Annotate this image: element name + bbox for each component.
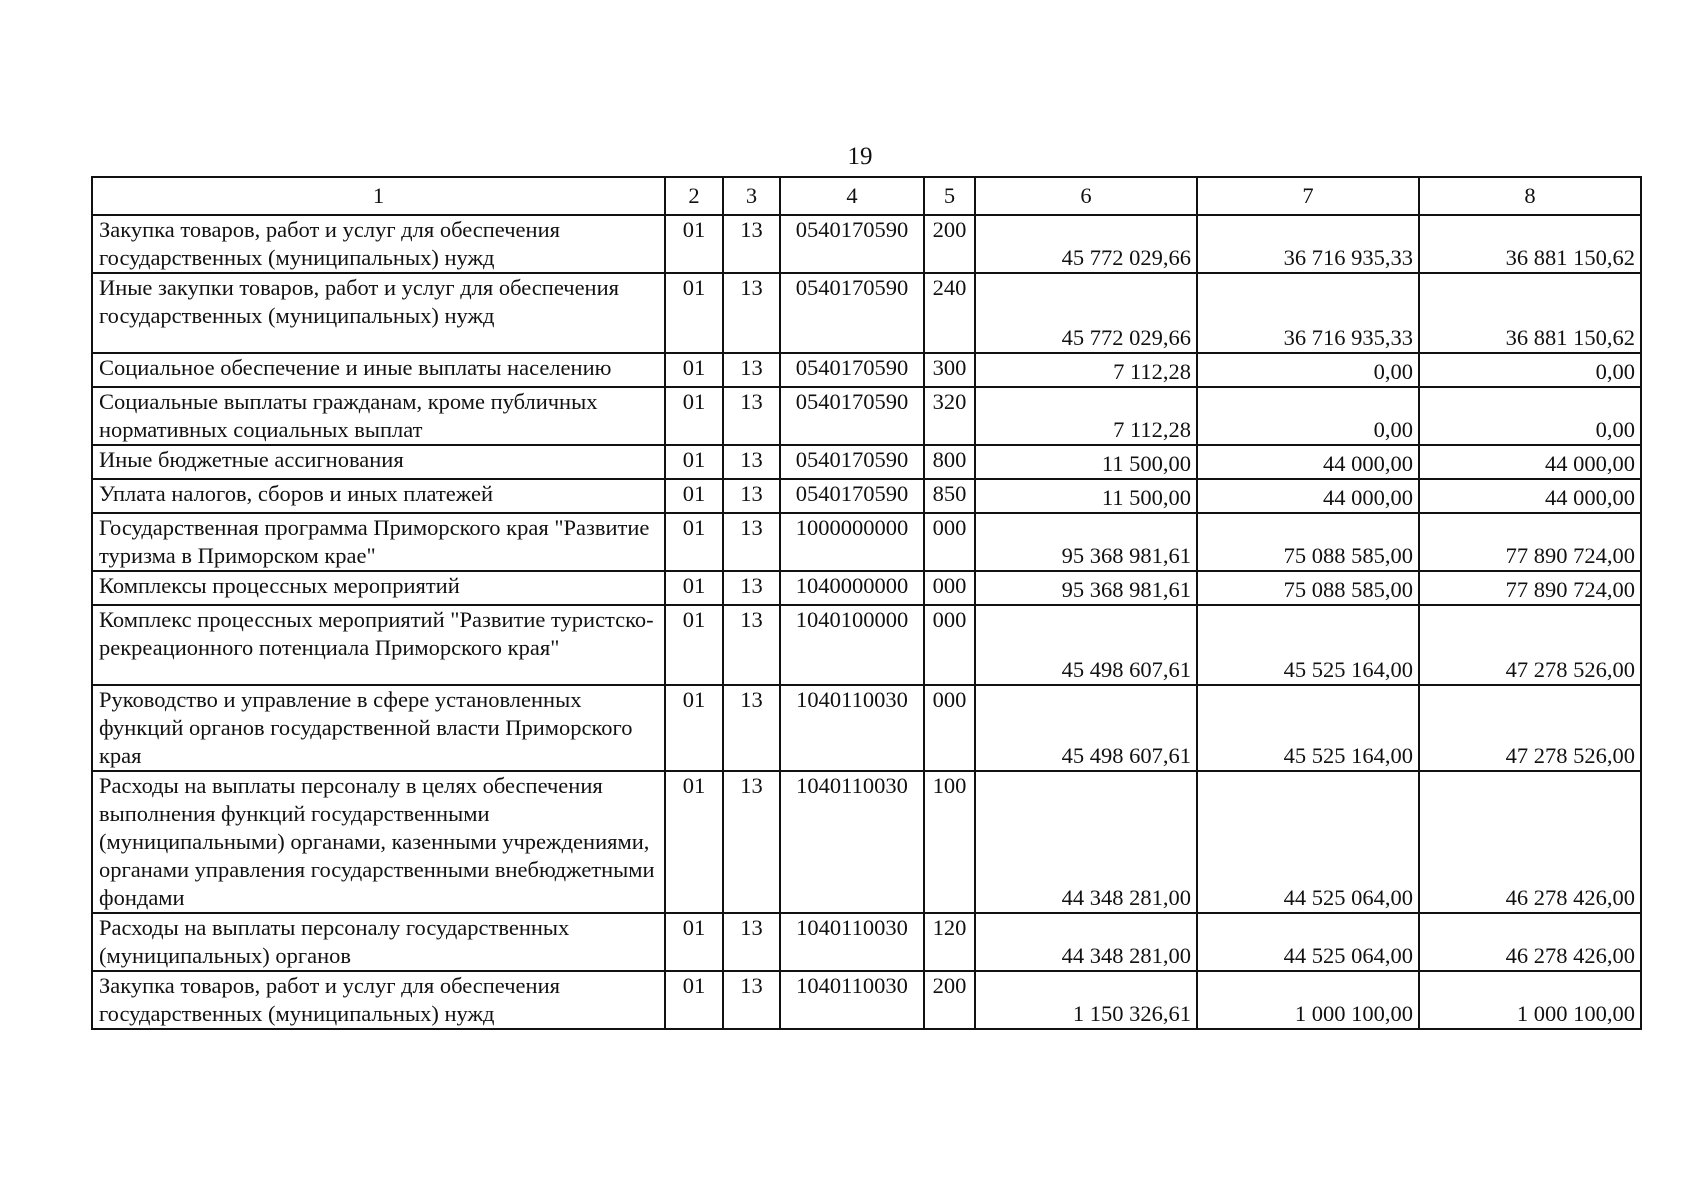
amount-col6-cell: 95 368 981,61 [975, 513, 1197, 571]
amount-col7-cell: 36 716 935,33 [1197, 273, 1419, 353]
amount-col7-cell: 36 716 935,33 [1197, 215, 1419, 273]
target-article-cell: 0540170590 [780, 273, 924, 353]
column-header: 3 [723, 177, 780, 215]
amount-col8-cell: 36 881 150,62 [1419, 215, 1641, 273]
amount-col6-cell: 45 498 607,61 [975, 605, 1197, 685]
target-article-cell: 0540170590 [780, 479, 924, 513]
amount-col8-cell: 44 000,00 [1419, 479, 1641, 513]
expense-type-cell: 850 [924, 479, 975, 513]
row-name-cell: Уплата налогов, сборов и иных платежей [92, 479, 665, 513]
table-row [92, 605, 1641, 685]
section-code-cell: 01 [665, 605, 723, 685]
amount-col8-cell: 1 000 100,00 [1419, 971, 1641, 1029]
target-article-cell: 1000000000 [780, 513, 924, 571]
subsection-code-cell: 13 [723, 273, 780, 353]
subsection-code-cell: 13 [723, 387, 780, 445]
row-name-cell: Закупка товаров, работ и услуг для обеспечения государственных (муниципальных) нужд [92, 215, 665, 273]
target-article-cell: 1040110030 [780, 685, 924, 771]
amount-col8-cell: 47 278 526,00 [1419, 605, 1641, 685]
amount-col8-cell: 47 278 526,00 [1419, 685, 1641, 771]
column-header: 1 [92, 177, 665, 215]
row-name-cell: Расходы на выплаты персоналу в целях обеспечения выполнения функций государственными (муниципальными) органами, казенными учреждениями, органами управления государственными внебюджетными фондами [92, 771, 665, 913]
subsection-code-cell: 13 [723, 479, 780, 513]
amount-col6-cell: 44 348 281,00 [975, 913, 1197, 971]
expense-type-cell: 300 [924, 353, 975, 387]
section-code-cell: 01 [665, 215, 723, 273]
table-row [92, 445, 1641, 479]
subsection-code-cell: 13 [723, 513, 780, 571]
amount-col8-cell: 77 890 724,00 [1419, 513, 1641, 571]
expense-type-cell: 000 [924, 571, 975, 605]
expense-type-cell: 120 [924, 913, 975, 971]
target-article-cell: 1040110030 [780, 913, 924, 971]
section-code-cell: 01 [665, 479, 723, 513]
subsection-code-cell: 13 [723, 971, 780, 1029]
section-code-cell: 01 [665, 513, 723, 571]
table-row [92, 479, 1641, 513]
row-name-cell: Иные закупки товаров, работ и услуг для обеспечения государственных (муниципальных) нужд [92, 273, 665, 353]
table-row [92, 685, 1641, 771]
header-row [92, 177, 1641, 215]
column-header: 5 [924, 177, 975, 215]
amount-col6-cell: 7 112,28 [975, 387, 1197, 445]
expense-type-cell: 800 [924, 445, 975, 479]
section-code-cell: 01 [665, 273, 723, 353]
amount-col7-cell: 44 525 064,00 [1197, 913, 1419, 971]
expense-type-cell: 200 [924, 971, 975, 1029]
amount-col6-cell: 11 500,00 [975, 479, 1197, 513]
expense-type-cell: 000 [924, 513, 975, 571]
amount-col7-cell: 75 088 585,00 [1197, 513, 1419, 571]
amount-col7-cell: 44 000,00 [1197, 479, 1419, 513]
table-row [92, 513, 1641, 571]
row-name-cell: Расходы на выплаты персоналу государственных (муниципальных) органов [92, 913, 665, 971]
subsection-code-cell: 13 [723, 685, 780, 771]
column-header: 8 [1419, 177, 1641, 215]
target-article-cell: 1040000000 [780, 571, 924, 605]
amount-col6-cell: 44 348 281,00 [975, 771, 1197, 913]
expense-type-cell: 000 [924, 605, 975, 685]
column-header: 7 [1197, 177, 1419, 215]
section-code-cell: 01 [665, 771, 723, 913]
section-code-cell: 01 [665, 571, 723, 605]
table-row [92, 273, 1641, 353]
expense-type-cell: 320 [924, 387, 975, 445]
target-article-cell: 0540170590 [780, 445, 924, 479]
target-article-cell: 1040110030 [780, 771, 924, 913]
row-name-cell: Комплекс процессных мероприятий "Развитие туристско-рекреационного потенциала Приморского края" [92, 605, 665, 685]
section-code-cell: 01 [665, 387, 723, 445]
amount-col6-cell: 45 772 029,66 [975, 215, 1197, 273]
amount-col7-cell: 45 525 164,00 [1197, 605, 1419, 685]
amount-col7-cell: 75 088 585,00 [1197, 571, 1419, 605]
expense-type-cell: 240 [924, 273, 975, 353]
row-name-cell: Комплексы процессных мероприятий [92, 571, 665, 605]
row-name-cell: Социальное обеспечение и иные выплаты населению [92, 353, 665, 387]
subsection-code-cell: 13 [723, 215, 780, 273]
table-row [92, 971, 1641, 1029]
row-name-cell: Государственная программа Приморского края "Развитие туризма в Приморском крае" [92, 513, 665, 571]
page-number: 19 [847, 143, 873, 170]
amount-col8-cell: 0,00 [1419, 353, 1641, 387]
expense-type-cell: 100 [924, 771, 975, 913]
column-header: 2 [665, 177, 723, 215]
target-article-cell: 0540170590 [780, 215, 924, 273]
table-row [92, 215, 1641, 273]
column-header: 4 [780, 177, 924, 215]
expense-type-cell: 200 [924, 215, 975, 273]
target-article-cell: 0540170590 [780, 387, 924, 445]
row-name-cell: Иные бюджетные ассигнования [92, 445, 665, 479]
subsection-code-cell: 13 [723, 445, 780, 479]
row-name-cell: Социальные выплаты гражданам, кроме публичных нормативных социальных выплат [92, 387, 665, 445]
amount-col7-cell: 0,00 [1197, 387, 1419, 445]
target-article-cell: 0540170590 [780, 353, 924, 387]
amount-col8-cell: 0,00 [1419, 387, 1641, 445]
subsection-code-cell: 13 [723, 571, 780, 605]
amount-col6-cell: 1 150 326,61 [975, 971, 1197, 1029]
amount-col6-cell: 95 368 981,61 [975, 571, 1197, 605]
amount-col7-cell: 45 525 164,00 [1197, 685, 1419, 771]
amount-col7-cell: 0,00 [1197, 353, 1419, 387]
amount-col6-cell: 7 112,28 [975, 353, 1197, 387]
amount-col7-cell: 44 000,00 [1197, 445, 1419, 479]
section-code-cell: 01 [665, 913, 723, 971]
amount-col8-cell: 46 278 426,00 [1419, 913, 1641, 971]
amount-col7-cell: 44 525 064,00 [1197, 771, 1419, 913]
expense-type-cell: 000 [924, 685, 975, 771]
budget-table [91, 176, 1642, 1030]
amount-col7-cell: 1 000 100,00 [1197, 971, 1419, 1029]
section-code-cell: 01 [665, 353, 723, 387]
amount-col8-cell: 36 881 150,62 [1419, 273, 1641, 353]
section-code-cell: 01 [665, 445, 723, 479]
amount-col6-cell: 45 772 029,66 [975, 273, 1197, 353]
amount-col6-cell: 45 498 607,61 [975, 685, 1197, 771]
amount-col8-cell: 44 000,00 [1419, 445, 1641, 479]
subsection-code-cell: 13 [723, 605, 780, 685]
table-row [92, 571, 1641, 605]
table-row [92, 771, 1641, 913]
amount-col8-cell: 46 278 426,00 [1419, 771, 1641, 913]
target-article-cell: 1040110030 [780, 971, 924, 1029]
amount-col6-cell: 11 500,00 [975, 445, 1197, 479]
subsection-code-cell: 13 [723, 913, 780, 971]
section-code-cell: 01 [665, 685, 723, 771]
table-row [92, 387, 1641, 445]
target-article-cell: 1040100000 [780, 605, 924, 685]
table-row [92, 353, 1641, 387]
row-name-cell: Закупка товаров, работ и услуг для обеспечения государственных (муниципальных) нужд [92, 971, 665, 1029]
subsection-code-cell: 13 [723, 353, 780, 387]
row-name-cell: Руководство и управление в сфере установленных функций органов государственной власти Приморского края [92, 685, 665, 771]
subsection-code-cell: 13 [723, 771, 780, 913]
amount-col8-cell: 77 890 724,00 [1419, 571, 1641, 605]
section-code-cell: 01 [665, 971, 723, 1029]
table-row [92, 913, 1641, 971]
column-header: 6 [975, 177, 1197, 215]
